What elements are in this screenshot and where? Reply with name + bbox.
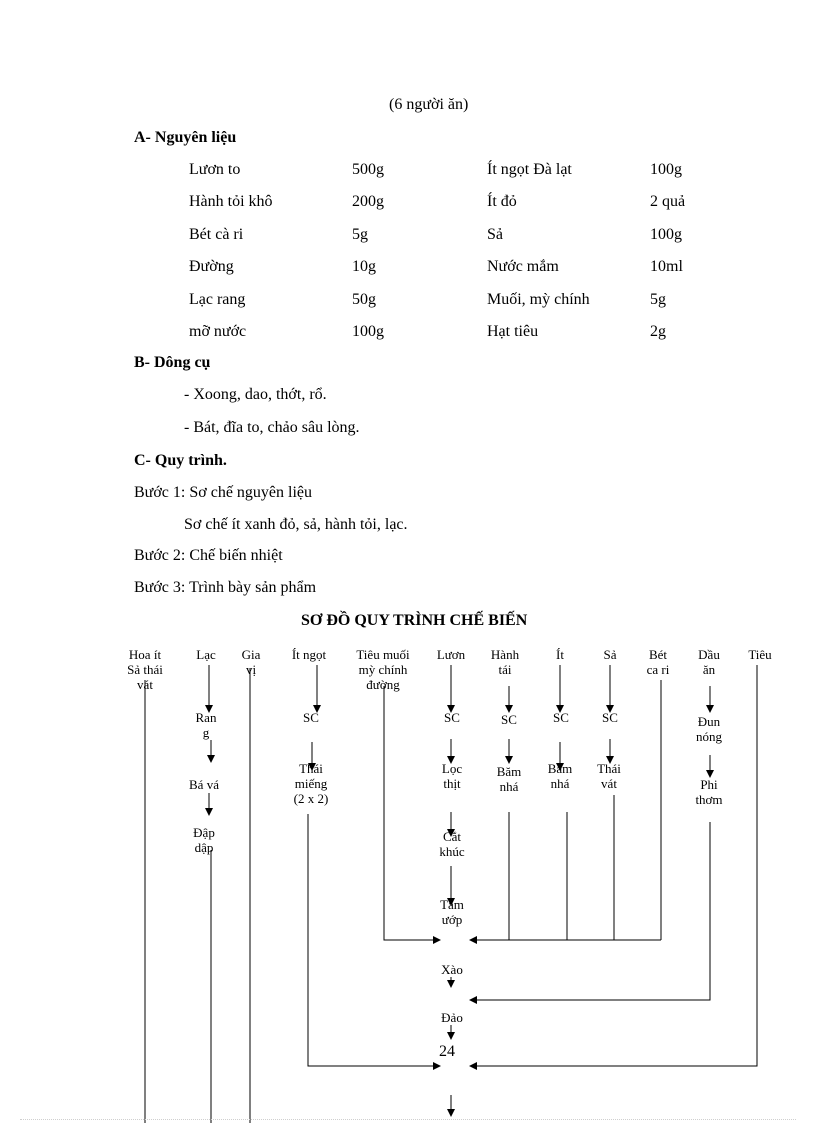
- ingredient-name: Lạc rang: [189, 290, 246, 308]
- ingredient-qty: 10g: [352, 258, 376, 276]
- ingredient-name: Đường: [189, 258, 234, 276]
- node-loc-thit: Lọc thịt: [441, 761, 463, 791]
- node-sc-it-ngot: SC: [303, 710, 319, 725]
- step-2: Bước 2: Chế biến nhiệt: [134, 547, 283, 564]
- label-bet: Bét ca ri: [646, 647, 670, 677]
- ingredient-name-2: Muối, mỳ chính: [487, 290, 590, 308]
- label-dau: Dầu ăn: [698, 647, 720, 677]
- ingredient-qty: 50g: [352, 290, 376, 308]
- section-a-heading: A- Nguyên liệu: [134, 129, 237, 146]
- ingredient-name: Lươn to: [189, 161, 241, 178]
- step-3: Bước 3: Trình bày sản phẩm: [134, 579, 317, 596]
- tool-item: - Xoong, dao, thớt, rổ.: [184, 386, 327, 403]
- node-dao: Đảo: [441, 1010, 463, 1025]
- label-luon: Lươn: [436, 647, 466, 662]
- node-sc-luon: SC: [444, 710, 460, 725]
- tool-item: - Bát, đĩa to, chảo sâu lòng.: [184, 419, 360, 436]
- section-b-heading: B- Dông cụ: [134, 354, 211, 371]
- phi-thom-to-dao: [470, 822, 710, 1000]
- label-sa: Sả: [603, 647, 617, 662]
- page-number: 24: [439, 1043, 455, 1060]
- ingredient-name: Hành tỏi khô: [189, 193, 273, 211]
- label-tieu: Tiêu: [748, 647, 772, 662]
- node-dun-nong: Đun nóng: [696, 714, 722, 744]
- ingredient-qty-2: 10ml: [650, 258, 683, 276]
- diagram-title: SƠ ĐỒ QUY TRÌNH CHẾ BIẾN: [301, 612, 528, 629]
- ingredient-qty-2: 5g: [650, 290, 666, 308]
- ingredient-qty: 5g: [352, 225, 368, 243]
- node-ba-va: Bá vá: [189, 777, 219, 792]
- ingredient-name-2: Hạt tiêu: [487, 323, 539, 340]
- label-it: Ít: [556, 647, 564, 662]
- label-lac: Lạc: [196, 647, 216, 662]
- ingredient-qty: 100g: [352, 323, 384, 340]
- node-xao: Xào: [441, 962, 463, 977]
- node-rang: Ran g: [195, 710, 217, 740]
- ingredient-name-2: Ít ngọt Đà lạt: [487, 161, 572, 178]
- node-sc-hanh: SC: [501, 712, 517, 727]
- ingredient-qty: 200g: [352, 193, 384, 211]
- ingredient-qty-2: 2g: [650, 323, 666, 340]
- node-bam-nha-it: Băm nhá: [547, 761, 573, 791]
- node-dap-dap: Đập dập: [193, 825, 215, 855]
- node-tam-uop: Tẩm ướp: [440, 897, 464, 927]
- label-hoa-it: Hoa ít Sả thái vát: [127, 647, 163, 692]
- ingredient-name-2: Sả: [487, 225, 503, 243]
- node-thai-mieng: Thái miếng (2 x 2): [293, 761, 329, 806]
- ingredient-name: Bét cà ri: [189, 225, 244, 243]
- label-tieu-muoi: Tiêu muối mỳ chính đường: [356, 647, 410, 692]
- page-bottom-rule: [20, 1119, 796, 1120]
- node-phi-thom: Phi thơm: [695, 777, 723, 807]
- section-c-heading: C- Quy trình.: [134, 452, 227, 469]
- node-bam-nha-hanh: Băm nhá: [496, 764, 522, 794]
- label-it-ngot: Ít ngọt: [291, 647, 327, 662]
- node-sc-sa: SC: [602, 710, 618, 725]
- step-1-detail: Sơ chế ít xanh đỏ, sả, hành tỏi, lạc.: [184, 516, 408, 533]
- ingredient-name: mỡ nước: [189, 323, 247, 340]
- ingredient-name-2: Ít đỏ: [487, 193, 517, 211]
- ingredient-qty: 500g: [352, 161, 384, 178]
- step-1: Bước 1: Sơ chế nguyên liệu: [134, 484, 313, 501]
- serving-note: (6 người ăn): [389, 96, 469, 113]
- label-hanh: Hành tái: [490, 647, 520, 677]
- ingredient-qty-2: 100g: [650, 161, 682, 178]
- label-gia-vi: Gia vị: [241, 647, 261, 677]
- ingredient-qty-2: 2 quả: [650, 193, 686, 211]
- node-cat-khuc: Cắt khúc: [439, 829, 465, 859]
- node-thai-vat: Thái vát: [597, 761, 621, 791]
- ingredient-qty-2: 100g: [650, 225, 682, 243]
- ingredient-name-2: Nước mắm: [487, 258, 559, 276]
- node-sc-it: SC: [553, 710, 569, 725]
